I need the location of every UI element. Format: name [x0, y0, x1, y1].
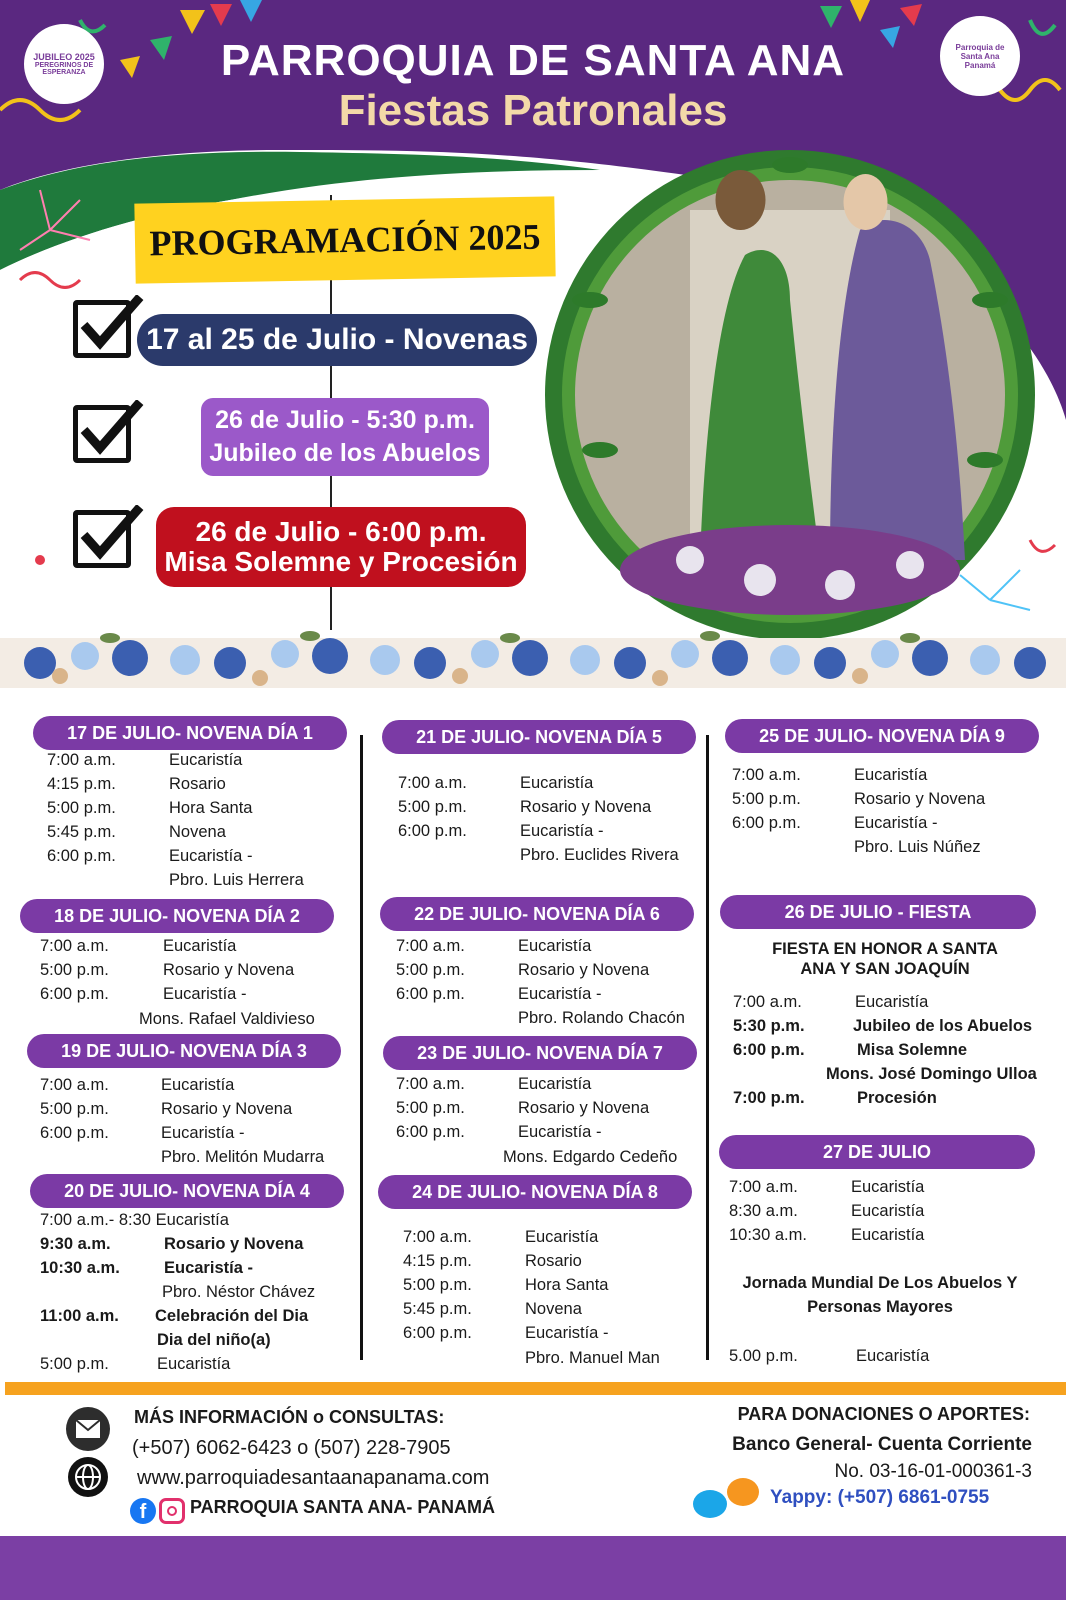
event: Eucaristía	[520, 774, 594, 792]
fiesta-subtitle: ANA Y SAN JOAQUÍN	[800, 960, 970, 978]
jornada-note: Personas Mayores	[807, 1298, 953, 1316]
event: Rosario y Novena	[518, 961, 650, 979]
event: Eucaristía	[851, 1202, 925, 1220]
celebrant: Pbro. Luis Herrera	[169, 871, 304, 889]
event: Eucaristía -	[169, 847, 253, 865]
time: 5:00 p.m.	[396, 961, 465, 979]
time: 7:00 a.m.	[729, 1178, 798, 1196]
event: Hora Santa	[169, 799, 253, 817]
info-title: MÁS INFORMACIÓN o CONSULTAS:	[134, 1407, 445, 1427]
event: Eucaristía -	[164, 1259, 253, 1277]
celebrant: Mons. Edgardo Cedeño	[503, 1148, 678, 1166]
celebrant: Pbro. Néstor Chávez	[162, 1283, 316, 1301]
event: Eucaristía	[518, 1075, 592, 1093]
checkbox-icon	[73, 405, 131, 463]
time: 7:00 a.m.	[733, 993, 802, 1011]
event: Rosario y Novena	[518, 1099, 650, 1117]
event: Rosario y Novena	[520, 798, 652, 816]
flower-border	[0, 618, 1066, 698]
day-23-header: 23 DE JULIO- NOVENA DÍA 7	[383, 1036, 697, 1070]
time: 7:00 a.m.	[732, 766, 801, 784]
programacion-banner: PROGRAMACIÓN 2025	[134, 196, 555, 283]
day-19-header: 19 DE JULIO- NOVENA DÍA 3	[27, 1034, 341, 1068]
event: Dia del niño(a)	[157, 1331, 271, 1349]
page-title: PARROQUIA DE SANTA ANA	[220, 36, 846, 85]
time: 7:00 a.m.- 8:30 Eucaristía	[40, 1211, 229, 1229]
time: 7:00 a.m.	[396, 937, 465, 955]
event: Rosario	[525, 1252, 582, 1270]
day-25-header: 25 DE JULIO- NOVENA DÍA 9	[725, 719, 1039, 753]
footer-bar	[0, 1536, 1066, 1600]
time: 4:15 p.m.	[403, 1252, 472, 1270]
event: Procesión	[857, 1089, 937, 1107]
program-item-misa: 26 de Julio - 6:00 p.m. Misa Solemne y Procesión	[156, 507, 526, 587]
event: Eucaristía -	[525, 1324, 609, 1342]
event: Rosario y Novena	[163, 961, 295, 979]
event: Eucaristía	[163, 937, 237, 955]
time: 7:00 a.m.	[403, 1228, 472, 1246]
footer-divider	[5, 1382, 1066, 1395]
time: 6:00 p.m.	[732, 814, 801, 832]
event: Jubileo de los Abuelos	[853, 1017, 1033, 1035]
website-link[interactable]: www.parroquiadesantaanapanama.com	[137, 1467, 490, 1489]
time: 7:00 a.m.	[40, 1076, 109, 1094]
jornada-note: Jornada Mundial De Los Abuelos Y	[742, 1274, 1018, 1292]
time: 5:00 p.m.	[732, 790, 801, 808]
time: 5:00 p.m.	[398, 798, 467, 816]
celebrant: Pbro. Euclides Rivera	[520, 846, 679, 864]
time: 4:15 p.m.	[47, 775, 116, 793]
mail-icon	[66, 1407, 110, 1451]
event: Eucaristía	[169, 751, 243, 769]
celebrant: Mons. José Domingo Ulloa	[826, 1065, 1037, 1083]
time: 6:00 p.m.	[398, 822, 467, 840]
event: Eucaristía -	[163, 985, 247, 1003]
time: 9:30 a.m.	[40, 1235, 111, 1253]
yappy-icon	[727, 1478, 759, 1506]
time: 5:30 p.m.	[733, 1017, 805, 1035]
time: 5:45 p.m.	[47, 823, 116, 841]
time: 6:00 p.m.	[396, 1123, 465, 1141]
time: 6:00 p.m.	[40, 1124, 109, 1142]
event: Rosario y Novena	[161, 1100, 293, 1118]
phone-numbers: (+507) 6062-6423 o (507) 228-7905	[132, 1437, 451, 1459]
page-subtitle: Fiestas Patronales	[338, 86, 728, 135]
event: Eucaristía	[157, 1355, 231, 1373]
globe-icon	[68, 1457, 108, 1497]
day-26-header: 26 DE JULIO - FIESTA	[720, 895, 1036, 929]
time: 6:00 p.m.	[733, 1041, 805, 1059]
day-24-header: 24 DE JULIO- NOVENA DÍA 8	[378, 1175, 692, 1209]
time: 5:00 p.m.	[40, 961, 109, 979]
donation-title: PARA DONACIONES O APORTES:	[737, 1404, 1030, 1424]
day-27-header: 27 DE JULIO	[719, 1135, 1035, 1169]
time: 5:45 p.m.	[403, 1300, 472, 1318]
day-17-header: 17 DE JULIO- NOVENA DÍA 1	[33, 716, 347, 750]
checkbox-icon	[73, 300, 131, 358]
program-item-jubileo: 26 de Julio - 5:30 p.m. Jubileo de los Abuelos	[201, 398, 489, 476]
time: 5:00 p.m.	[47, 799, 116, 817]
event: Eucaristía	[518, 937, 592, 955]
event: Eucaristía -	[854, 814, 938, 832]
checkbox-icon	[73, 510, 131, 568]
facebook-icon[interactable]: f	[130, 1498, 156, 1524]
time: 5:00 p.m.	[396, 1099, 465, 1117]
time: 6:00 p.m.	[403, 1324, 472, 1342]
event: Rosario y Novena	[854, 790, 986, 808]
time: 5.00 p.m.	[729, 1347, 798, 1365]
event: Novena	[169, 823, 226, 841]
event: Rosario	[169, 775, 226, 793]
celebrant: Pbro. Luis Núñez	[854, 838, 981, 856]
social-handle: PARROQUIA SANTA ANA- PANAMÁ	[190, 1497, 495, 1517]
time: 10:30 a.m.	[729, 1226, 807, 1244]
column-divider	[360, 735, 363, 1360]
instagram-icon[interactable]	[159, 1498, 185, 1524]
event: Eucaristía -	[161, 1124, 245, 1142]
time: 6:00 p.m.	[40, 985, 109, 1003]
time: 5:00 p.m.	[403, 1276, 472, 1294]
time: 11:00 a.m.	[40, 1307, 119, 1325]
event: Eucaristía	[851, 1178, 925, 1196]
day-22-header: 22 DE JULIO- NOVENA DÍA 6	[380, 897, 694, 931]
event: Eucaristía -	[520, 822, 604, 840]
yappy-number: Yappy: (+507) 6861-0755	[770, 1487, 990, 1508]
event: Hora Santa	[525, 1276, 609, 1294]
time: 7:00 a.m.	[40, 937, 109, 955]
event: Eucaristía -	[518, 1123, 602, 1141]
bank-name: Banco General- Cuenta Corriente	[732, 1434, 1032, 1455]
event: Eucaristía	[856, 1347, 930, 1365]
jubilee-logo: JUBILEO 2025 PEREGRINOS DE ESPERANZA	[24, 24, 104, 104]
day-18-header: 18 DE JULIO- NOVENA DÍA 2	[20, 899, 334, 933]
time: 7:00 a.m.	[398, 774, 467, 792]
day-21-header: 21 DE JULIO- NOVENA DÍA 5	[382, 720, 696, 754]
time: 7:00 a.m.	[396, 1075, 465, 1093]
fiesta-subtitle: FIESTA EN HONOR A SANTA	[772, 940, 998, 958]
parish-logo: Parroquia de Santa Ana Panamá	[940, 16, 1020, 96]
event: Eucaristía	[851, 1226, 925, 1244]
time: 5:00 p.m.	[40, 1100, 109, 1118]
event: Novena	[525, 1300, 582, 1318]
time: 7:00 p.m.	[733, 1089, 805, 1107]
celebrant: Mons. Rafael Valdivieso	[139, 1010, 315, 1028]
celebrant: Pbro. Rolando Chacón	[518, 1009, 685, 1027]
day-20-header: 20 DE JULIO- NOVENA DÍA 4	[30, 1174, 344, 1208]
event: Eucaristía -	[518, 985, 602, 1003]
celebrant: Pbro. Manuel Man	[525, 1349, 660, 1367]
account-number: No. 03-16-01-000361-3	[834, 1461, 1032, 1482]
event: Eucaristía	[525, 1228, 599, 1246]
time: 6:00 p.m.	[47, 847, 116, 865]
event: Eucaristía	[855, 993, 929, 1011]
yappy-icon	[693, 1490, 727, 1518]
event: Celebración del Dia	[155, 1307, 309, 1325]
event: Eucaristía	[161, 1076, 235, 1094]
celebrant: Pbro. Melitón Mudarra	[161, 1148, 325, 1166]
time: 5:00 p.m.	[40, 1355, 109, 1373]
program-item-novenas: 17 al 25 de Julio - Novenas	[137, 314, 537, 366]
time: 7:00 a.m.	[47, 751, 116, 769]
time: 8:30 a.m.	[729, 1202, 798, 1220]
time: 10:30 a.m.	[40, 1259, 120, 1277]
time: 6:00 p.m.	[396, 985, 465, 1003]
event: Misa Solemne	[857, 1041, 968, 1059]
column-divider	[706, 735, 709, 1360]
event: Eucaristía	[854, 766, 928, 784]
event: Rosario y Novena	[164, 1235, 304, 1253]
